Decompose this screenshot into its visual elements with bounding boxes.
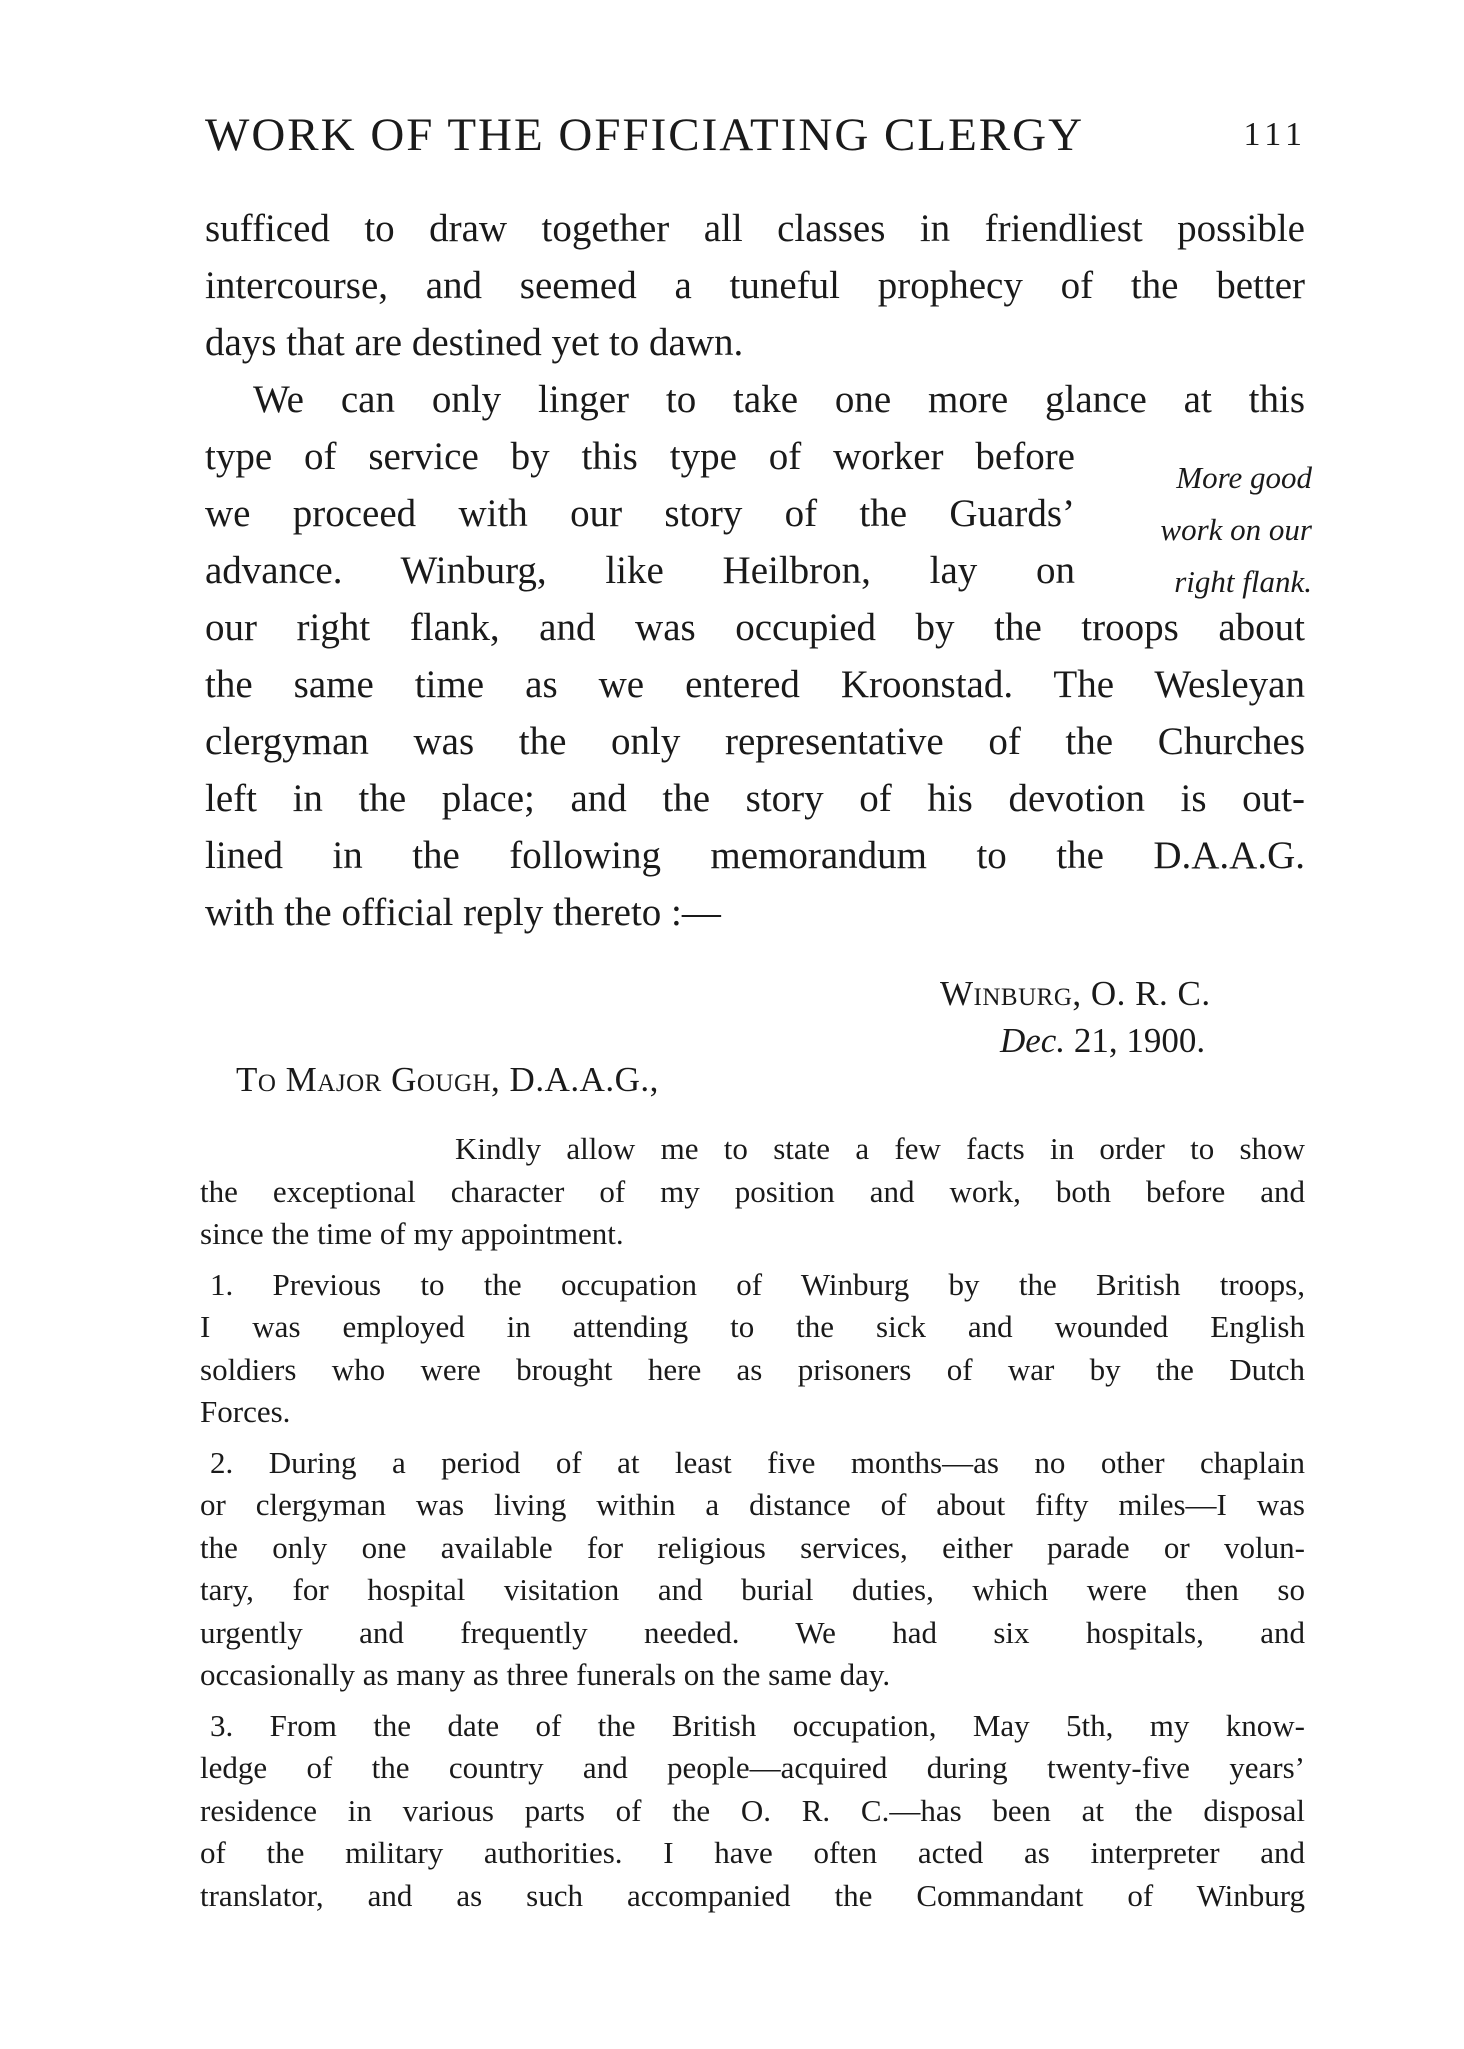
- marginal-note: [1102, 452, 1312, 608]
- marginal-note-line: right flank.: [1174, 564, 1312, 599]
- letter-date: [940, 1017, 1211, 1064]
- memo-line: or clergyman was living within a distance of about fifty miles—I was: [200, 1487, 1305, 1522]
- body-line: We can only linger to take one more glance at this: [253, 378, 1305, 421]
- page-number: 111: [1243, 116, 1307, 153]
- paragraph-gap: [200, 1697, 1305, 1705]
- body-line: with the official reply thereto :—: [205, 891, 721, 934]
- body-line: clergyman was the only representative of the Churches: [205, 720, 1305, 763]
- memo-line: occasionally as many as three funerals on the same day.: [200, 1657, 891, 1692]
- body-line: type of service by this type of worker before: [205, 435, 1075, 478]
- memo-line: soldiers who were brought here as prisoners of war by the Dutch: [200, 1351, 1305, 1387]
- memo-line: Forces.: [200, 1394, 291, 1429]
- memo-line: the exceptional character of my position and work, both before and: [200, 1173, 1305, 1209]
- letter-date-rest: 21, 1900.: [1065, 1021, 1206, 1060]
- memo-line: urgently and frequently needed. We had six hospitals, and: [200, 1614, 1305, 1650]
- body-line: days that are destined yet to dawn.: [205, 321, 744, 364]
- body-line: we proceed with our story of the Guards’: [205, 492, 1075, 535]
- memo-line: residence in various parts of the O. R. C.—has been at the disposal: [200, 1792, 1305, 1828]
- body-line: lined in the following memorandum to the D.A.A.G.: [205, 834, 1305, 877]
- letter-date-month: Dec.: [1000, 1021, 1066, 1060]
- memo-line: ledge of the country and people—acquired during twenty-five years’: [200, 1750, 1305, 1785]
- memo-line: the only one available for religious services, either parade or volun-: [200, 1529, 1305, 1565]
- marginal-note-line: More good: [1176, 460, 1312, 495]
- body-line: our right flank, and was occupied by the troops about: [205, 606, 1305, 649]
- marginal-note-line: work on our: [1160, 512, 1312, 547]
- memorandum-text: [200, 1128, 1305, 1917]
- memo-line: 1. Previous to the occupation of Winburg by the British troops,: [210, 1266, 1305, 1302]
- body-line: left in the place; and the story of his devotion is out-: [205, 777, 1305, 820]
- memo-line: 2. During a period of at least five months—as no other chaplain: [210, 1444, 1305, 1480]
- memo-line: tary, for hospital visitation and burial duties, which were then so: [200, 1572, 1305, 1607]
- memo-line: of the military authorities. I have often acted as interpreter and: [200, 1835, 1305, 1870]
- memo-line: I was employed in attending to the sick and wounded English: [200, 1309, 1305, 1344]
- letter-heading: [940, 970, 1211, 1064]
- body-line: advance. Winburg, like Heilbron, lay on: [205, 549, 1075, 592]
- letter-place: Winburg, O. R. C.: [940, 974, 1211, 1013]
- running-head: [205, 108, 1307, 168]
- body-line: the same time as we entered Kroonstad. The Wesleyan: [205, 663, 1305, 706]
- memo-line: Kindly allow me to state a few facts in order to show: [455, 1131, 1305, 1166]
- paragraph-gap: [200, 1434, 1305, 1442]
- memo-line: since the time of my appointment.: [200, 1216, 624, 1251]
- body-line: intercourse, and seemed a tuneful prophecy of the better: [205, 264, 1305, 307]
- memo-line: translator, and as such accompanied the Commandant of Winburg: [200, 1877, 1305, 1913]
- paragraph-gap: [200, 1256, 1305, 1264]
- running-head-title: WORK OF THE OFFICIATING CLERGY: [205, 109, 1085, 161]
- memo-line: 3. From the date of the British occupation, May 5th, my know-: [210, 1707, 1305, 1743]
- letter-addressee: To Major Gough, D.A.A.G.,: [236, 1060, 659, 1099]
- body-line: sufficed to draw together all classes in friendliest possible: [205, 207, 1305, 250]
